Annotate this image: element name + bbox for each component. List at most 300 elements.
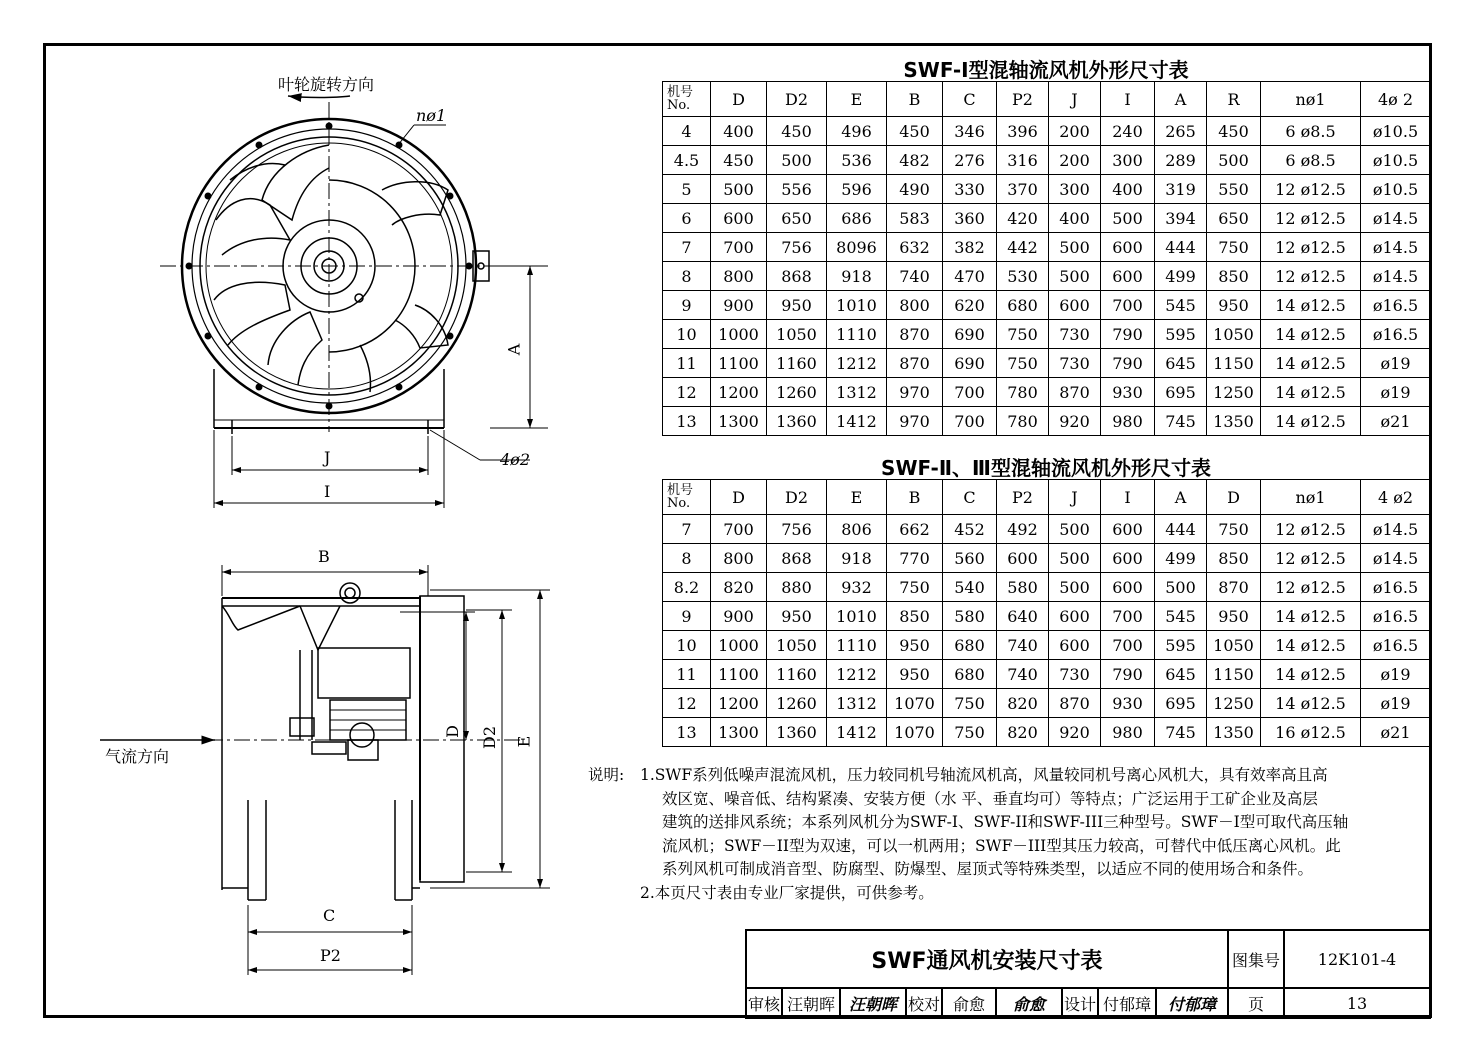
table-cell: 370 <box>997 175 1049 204</box>
table-cell: 850 <box>1207 544 1261 573</box>
table-cell: 1300 <box>711 718 767 747</box>
table-cell: 500 <box>1049 544 1101 573</box>
table-cell: 1360 <box>767 718 827 747</box>
table-cell: 650 <box>1207 204 1261 233</box>
table-cell: 700 <box>1101 602 1155 631</box>
column-header: D <box>711 82 767 117</box>
table-cell: 13 <box>663 407 711 436</box>
table-cell: 1150 <box>1207 349 1261 378</box>
notes-prefix: 说明: <box>588 766 625 784</box>
table-cell: 595 <box>1155 320 1207 349</box>
table-cell: 500 <box>1049 573 1101 602</box>
table-row <box>663 291 1431 320</box>
table-cell: 580 <box>997 573 1049 602</box>
title-block <box>745 929 1431 1019</box>
table-cell: 500 <box>1155 573 1207 602</box>
table-cell: 16 ø12.5 <box>1261 718 1361 747</box>
machine-number-header-en: No. <box>667 496 691 511</box>
table-cell: 750 <box>997 320 1049 349</box>
table-cell: 870 <box>887 349 943 378</box>
table-cell: 556 <box>767 175 827 204</box>
table-cell: ø19 <box>1361 378 1431 407</box>
table-cell: 499 <box>1155 262 1207 291</box>
table-row <box>663 146 1431 175</box>
note-1-line-2: 效区宽、噪音低、结构紧凑、安装方便（水 平、垂直均可）等特点；广泛运用于工矿企业及高层 <box>662 789 1318 808</box>
table-cell: 700 <box>1101 291 1155 320</box>
table-cell: 452 <box>943 515 997 544</box>
table-cell: 800 <box>887 291 943 320</box>
table-cell: 800 <box>711 262 767 291</box>
table-cell: 690 <box>943 320 997 349</box>
table-cell: 900 <box>711 291 767 320</box>
review-name: 汪朝晖 <box>782 988 840 1018</box>
table-row <box>663 262 1431 291</box>
table-cell: 1160 <box>767 349 827 378</box>
airflow-direction-label: 气流方向 <box>105 747 170 766</box>
table-cell: 496 <box>827 117 887 146</box>
table-cell: 980 <box>1101 718 1155 747</box>
rotation-direction-label: 叶轮旋转方向 <box>278 75 375 94</box>
table-cell: 1050 <box>1207 631 1261 660</box>
column-header: B <box>887 82 943 117</box>
column-header: I <box>1101 480 1155 515</box>
table-cell: 770 <box>887 544 943 573</box>
table-cell: 200 <box>1049 117 1101 146</box>
table-cell: 5 <box>663 175 711 204</box>
table-cell: ø19 <box>1361 349 1431 378</box>
table2-header-row <box>663 480 1431 515</box>
table-cell: 346 <box>943 117 997 146</box>
table-cell: 1200 <box>711 689 767 718</box>
machine-number-header <box>663 480 711 515</box>
table-cell: 10 <box>663 320 711 349</box>
table-cell: 756 <box>767 515 827 544</box>
table-cell: 7 <box>663 515 711 544</box>
table-cell: 580 <box>943 602 997 631</box>
table-cell: 700 <box>711 515 767 544</box>
column-header: J <box>1049 480 1101 515</box>
table-cell: 596 <box>827 175 887 204</box>
table-cell: 6 <box>663 204 711 233</box>
table-cell: 1312 <box>827 378 887 407</box>
table-cell: 950 <box>1207 291 1261 320</box>
column-header: 4 ø2 <box>1361 480 1431 515</box>
table-cell: 500 <box>1101 204 1155 233</box>
table-cell: 730 <box>1049 660 1101 689</box>
table-cell: 500 <box>711 175 767 204</box>
table-cell: 545 <box>1155 602 1207 631</box>
table-cell: ø10.5 <box>1361 117 1431 146</box>
table-cell: 8 <box>663 544 711 573</box>
table-cell: 276 <box>943 146 997 175</box>
table-cell: 870 <box>1049 378 1101 407</box>
table-cell: 700 <box>943 378 997 407</box>
table-cell: 750 <box>887 573 943 602</box>
table-cell: 1260 <box>767 689 827 718</box>
table-cell: 790 <box>1101 349 1155 378</box>
table-cell: 450 <box>767 117 827 146</box>
table-row <box>663 233 1431 262</box>
table-cell: 14 ø12.5 <box>1261 689 1361 718</box>
table-cell: 14 ø12.5 <box>1261 349 1361 378</box>
table1-header-row <box>663 82 1431 117</box>
table-cell: 1050 <box>1207 320 1261 349</box>
table-cell: 970 <box>887 407 943 436</box>
table-cell: 700 <box>943 407 997 436</box>
table-cell: 7 <box>663 233 711 262</box>
table-cell: 550 <box>1207 175 1261 204</box>
table-row <box>663 631 1431 660</box>
note-1-line-5: 系列风机可制成消音型、防腐型、防爆型、屋顶式等特殊类型，以适应不同的使用场合和条件。 <box>662 860 1314 878</box>
table-cell: 686 <box>827 204 887 233</box>
table-cell: 950 <box>767 602 827 631</box>
table-cell: 6 ø8.5 <box>1261 146 1361 175</box>
table-cell: 9 <box>663 602 711 631</box>
table-cell: 600 <box>1101 544 1155 573</box>
dim-I-label: I <box>324 482 331 501</box>
table-cell: 10 <box>663 631 711 660</box>
dim-A-label: A <box>504 343 524 356</box>
check-label: 校对 <box>906 988 942 1018</box>
column-header: E <box>827 82 887 117</box>
table-cell: 319 <box>1155 175 1207 204</box>
table-cell: 1412 <box>827 407 887 436</box>
table-cell: 662 <box>887 515 943 544</box>
table-cell: 730 <box>1049 349 1101 378</box>
table-cell: ø16.5 <box>1361 291 1431 320</box>
table-cell: 1070 <box>887 718 943 747</box>
table-cell: 530 <box>997 262 1049 291</box>
machine-number-header-cn: 机号 <box>667 483 694 498</box>
table-cell: 868 <box>767 262 827 291</box>
table-cell: ø14.5 <box>1361 204 1431 233</box>
dim-C-label: C <box>323 906 336 925</box>
table-cell: 14 ø12.5 <box>1261 602 1361 631</box>
review-signature: 汪朝晖 <box>840 988 906 1018</box>
hole-count-label: nø1 <box>416 106 447 125</box>
table-cell: 1000 <box>711 320 767 349</box>
table-cell: 900 <box>711 602 767 631</box>
table-cell: 200 <box>1049 146 1101 175</box>
column-header: D <box>711 480 767 515</box>
table2-title: SWF-Ⅱ、Ⅲ型混轴流风机外形尺寸表 <box>881 456 1211 480</box>
table-cell: 600 <box>1101 573 1155 602</box>
table-cell: 800 <box>711 544 767 573</box>
table-cell: 1350 <box>1207 407 1261 436</box>
table-cell: 632 <box>887 233 943 262</box>
table-cell: 690 <box>943 349 997 378</box>
table-row <box>663 407 1431 436</box>
table-cell: 930 <box>1101 689 1155 718</box>
drawing-title: SWF通风机安装尺寸表 <box>746 930 1228 988</box>
machine-number-header <box>663 82 711 117</box>
column-header: D2 <box>767 82 827 117</box>
table-cell: 650 <box>767 204 827 233</box>
machine-number-header-en: No. <box>667 98 691 113</box>
table-cell: 790 <box>1101 660 1155 689</box>
table-cell: 12 <box>663 689 711 718</box>
table2-dimensions <box>662 479 1431 747</box>
table-cell: 756 <box>767 233 827 262</box>
note-1-line-3: 建筑的送排风系统；本系列风机分为SWF-I、SWF-II和SWF-III三种型号。SWF－I型可取代高压轴 <box>662 813 1349 831</box>
column-header: C <box>943 82 997 117</box>
table-cell: 265 <box>1155 117 1207 146</box>
table-cell: 4.5 <box>663 146 711 175</box>
table-cell: 680 <box>943 660 997 689</box>
table-cell: 918 <box>827 544 887 573</box>
machine-number-header-cn: 机号 <box>667 85 694 100</box>
table-cell: 600 <box>1101 515 1155 544</box>
table-cell: 600 <box>1049 631 1101 660</box>
table-cell: 360 <box>943 204 997 233</box>
table-cell: 8.2 <box>663 573 711 602</box>
table-cell: 740 <box>997 631 1049 660</box>
table-row <box>663 602 1431 631</box>
table-cell: 12 ø12.5 <box>1261 204 1361 233</box>
table-cell: 492 <box>997 515 1049 544</box>
table1-dimensions <box>662 81 1431 436</box>
table-cell: 14 ø12.5 <box>1261 660 1361 689</box>
table-cell: 14 ø12.5 <box>1261 320 1361 349</box>
table-cell: 1160 <box>767 660 827 689</box>
table-cell: 482 <box>887 146 943 175</box>
table-cell: 600 <box>711 204 767 233</box>
table-cell: 950 <box>1207 602 1261 631</box>
table-cell: 8 <box>663 262 711 291</box>
table-cell: 300 <box>1049 175 1101 204</box>
table-cell: 316 <box>997 146 1049 175</box>
table-cell: ø10.5 <box>1361 146 1431 175</box>
table-cell: 1260 <box>767 378 827 407</box>
table-cell: 450 <box>1207 117 1261 146</box>
table-cell: 12 <box>663 378 711 407</box>
table-row <box>663 660 1431 689</box>
note-1-line-4: 流风机；SWF－II型为双速，可以一机两用；SWF－III型其压力较高，可替代中低压离心风机。此 <box>662 836 1341 855</box>
table-cell: 14 ø12.5 <box>1261 631 1361 660</box>
table-cell: 620 <box>943 291 997 320</box>
fan-side-view <box>180 583 520 900</box>
table-cell: 499 <box>1155 544 1207 573</box>
column-header: D <box>1207 480 1261 515</box>
dim-D2-label: D2 <box>480 725 500 750</box>
table-cell: 1010 <box>827 602 887 631</box>
table-cell: 950 <box>887 660 943 689</box>
table-cell: 12 ø12.5 <box>1261 544 1361 573</box>
table-cell: 500 <box>1049 262 1101 291</box>
table-cell: 6 ø8.5 <box>1261 117 1361 146</box>
table-cell: ø14.5 <box>1361 233 1431 262</box>
table-cell: 1360 <box>767 407 827 436</box>
table-cell: 700 <box>711 233 767 262</box>
table-cell: 680 <box>997 291 1049 320</box>
table-cell: 870 <box>1207 573 1261 602</box>
table-cell: 560 <box>943 544 997 573</box>
column-header: P2 <box>997 82 1049 117</box>
table-cell: 450 <box>711 146 767 175</box>
fan-front-view <box>160 102 500 434</box>
column-header: J <box>1049 82 1101 117</box>
dim-B-label: B <box>318 547 330 566</box>
table-cell: 740 <box>887 262 943 291</box>
table-cell: 1350 <box>1207 718 1261 747</box>
foot-hole-label: 4ø2 <box>500 450 530 469</box>
table-cell: 14 ø12.5 <box>1261 291 1361 320</box>
table-cell: 12 ø12.5 <box>1261 175 1361 204</box>
table-row <box>663 544 1431 573</box>
column-header: A <box>1155 480 1207 515</box>
column-header: C <box>943 480 997 515</box>
table-cell: 970 <box>887 378 943 407</box>
table-cell: 300 <box>1101 146 1155 175</box>
table-cell: 750 <box>997 349 1049 378</box>
table-cell: 420 <box>997 204 1049 233</box>
table-cell: 289 <box>1155 146 1207 175</box>
table-cell: 750 <box>943 718 997 747</box>
table-cell: 645 <box>1155 660 1207 689</box>
table-cell: 645 <box>1155 349 1207 378</box>
table-cell: 470 <box>943 262 997 291</box>
table-cell: 330 <box>943 175 997 204</box>
table-cell: 500 <box>767 146 827 175</box>
table-cell: 750 <box>943 689 997 718</box>
table-cell: 695 <box>1155 689 1207 718</box>
table-cell: 870 <box>1049 689 1101 718</box>
table-cell: 1110 <box>827 631 887 660</box>
table-cell: 12 ø12.5 <box>1261 573 1361 602</box>
table-cell: 600 <box>1049 291 1101 320</box>
table-cell: 536 <box>827 146 887 175</box>
table-cell: ø19 <box>1361 689 1431 718</box>
table-row <box>663 175 1431 204</box>
table-cell: 9 <box>663 291 711 320</box>
table-cell: 695 <box>1155 378 1207 407</box>
table-cell: 545 <box>1155 291 1207 320</box>
table-cell: ø21 <box>1361 407 1431 436</box>
table-cell: 1212 <box>827 349 887 378</box>
table-cell: 4 <box>663 117 711 146</box>
table-cell: 780 <box>997 407 1049 436</box>
table-cell: 1300 <box>711 407 767 436</box>
table-cell: 1250 <box>1207 378 1261 407</box>
check-signature: 俞愈 <box>996 988 1062 1018</box>
table-cell: 930 <box>1101 378 1155 407</box>
table-cell: 1312 <box>827 689 887 718</box>
table-cell: 400 <box>1049 204 1101 233</box>
table-cell: 700 <box>1101 631 1155 660</box>
table-cell: 500 <box>1049 515 1101 544</box>
table-cell: ø14.5 <box>1361 515 1431 544</box>
design-name: 付郁璋 <box>1098 988 1156 1018</box>
column-header: A <box>1155 82 1207 117</box>
table-cell: 12 ø12.5 <box>1261 262 1361 291</box>
column-header: nø1 <box>1261 480 1361 515</box>
table-cell: 1100 <box>711 349 767 378</box>
table-cell: 14 ø12.5 <box>1261 378 1361 407</box>
table-cell: 13 <box>663 718 711 747</box>
table-cell: 600 <box>1049 602 1101 631</box>
column-header: R <box>1207 82 1261 117</box>
table-cell: 1412 <box>827 718 887 747</box>
design-signature: 付郁璋 <box>1156 988 1228 1018</box>
table-row <box>663 349 1431 378</box>
table-cell: 745 <box>1155 718 1207 747</box>
atlas-number: 12K101-4 <box>1284 930 1430 988</box>
table-cell: 394 <box>1155 204 1207 233</box>
page-label: 页 <box>1228 988 1284 1018</box>
dim-E-label: E <box>514 735 534 748</box>
table-cell: 382 <box>943 233 997 262</box>
column-header: D2 <box>767 480 827 515</box>
table-cell: 1200 <box>711 378 767 407</box>
table-cell: 820 <box>997 718 1049 747</box>
review-label: 审核 <box>746 988 782 1018</box>
table-cell: 750 <box>1207 515 1261 544</box>
column-header: I <box>1101 82 1155 117</box>
table-cell: 730 <box>1049 320 1101 349</box>
table1-title: SWF-I型混轴流风机外形尺寸表 <box>903 58 1189 82</box>
table-cell: 1000 <box>711 631 767 660</box>
table-cell: 1050 <box>767 320 827 349</box>
table-cell: 880 <box>767 573 827 602</box>
table-cell: 780 <box>997 378 1049 407</box>
column-header: P2 <box>997 480 1049 515</box>
table-cell: 750 <box>1207 233 1261 262</box>
table-cell: ø14.5 <box>1361 262 1431 291</box>
table-row <box>663 320 1431 349</box>
table-cell: 600 <box>1101 262 1155 291</box>
table-cell: 442 <box>997 233 1049 262</box>
table-cell: 11 <box>663 660 711 689</box>
table-cell: 850 <box>887 602 943 631</box>
table-cell: 950 <box>767 291 827 320</box>
table-cell: 920 <box>1049 407 1101 436</box>
table-cell: ø14.5 <box>1361 544 1431 573</box>
design-label: 设计 <box>1062 988 1098 1018</box>
table-cell: ø19 <box>1361 660 1431 689</box>
table-cell: 240 <box>1101 117 1155 146</box>
table-cell: 850 <box>1207 262 1261 291</box>
table-cell: 980 <box>1101 407 1155 436</box>
dim-D-label: D <box>442 725 462 738</box>
table-row <box>663 689 1431 718</box>
table-cell: 595 <box>1155 631 1207 660</box>
table-cell: 932 <box>827 573 887 602</box>
table-cell: 540 <box>943 573 997 602</box>
table-cell: ø16.5 <box>1361 573 1431 602</box>
column-header: nø1 <box>1261 82 1361 117</box>
table-cell: 640 <box>997 602 1049 631</box>
table-cell: 868 <box>767 544 827 573</box>
table-cell: ø16.5 <box>1361 320 1431 349</box>
table-row <box>663 378 1431 407</box>
table-cell: 918 <box>827 262 887 291</box>
table-cell: 745 <box>1155 407 1207 436</box>
table-row <box>663 204 1431 233</box>
note-2: 2.本页尺寸表由专业厂家提供，可供参考。 <box>640 883 934 902</box>
table-cell: 1070 <box>887 689 943 718</box>
table-cell: 1110 <box>827 320 887 349</box>
page-number: 13 <box>1284 988 1430 1018</box>
table-cell: 450 <box>887 117 943 146</box>
table-cell: 11 <box>663 349 711 378</box>
table-cell: 1010 <box>827 291 887 320</box>
table-cell: 8096 <box>827 233 887 262</box>
table-cell: 400 <box>1101 175 1155 204</box>
table-cell: 870 <box>887 320 943 349</box>
table-cell: 1250 <box>1207 689 1261 718</box>
table-cell: 500 <box>1207 146 1261 175</box>
table-cell: 500 <box>1049 233 1101 262</box>
